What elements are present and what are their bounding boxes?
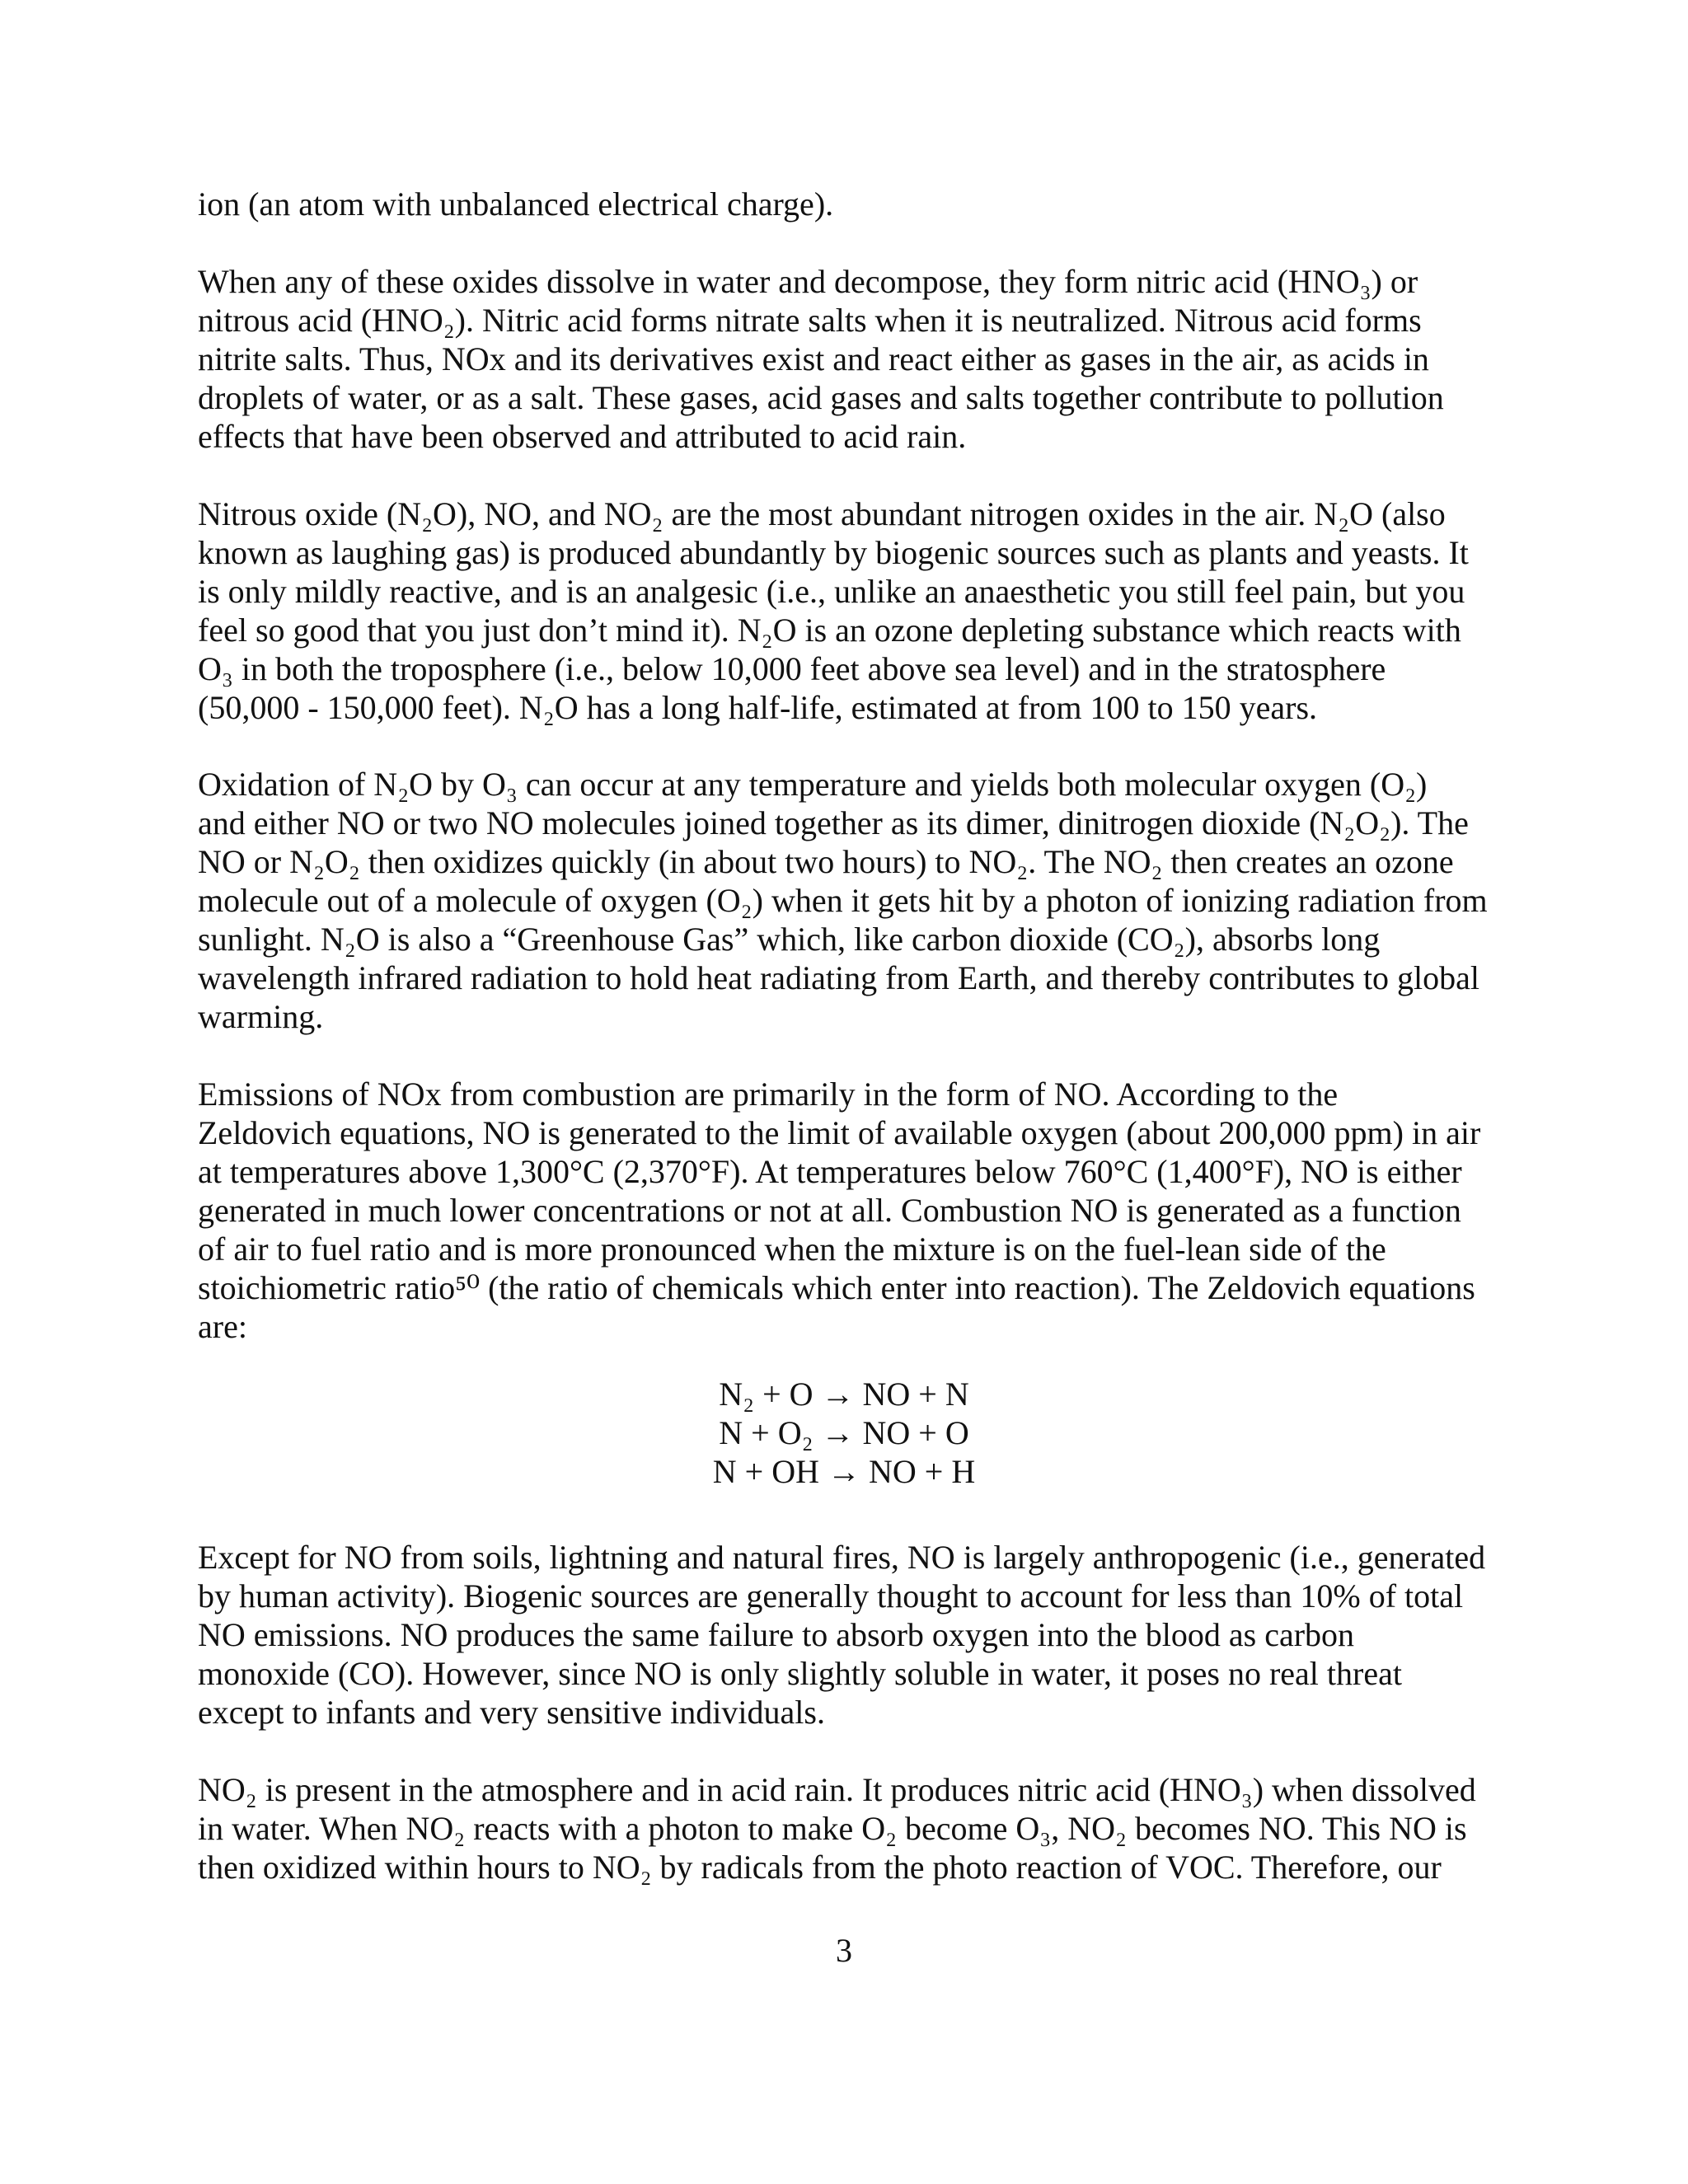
text-line: NO₂ is present in the atmosphere and in acid rain. It produces nitric acid (HNO₃) when dissolved: [198, 1771, 1476, 1808]
text-line: known as laughing gas) is produced abundantly by biogenic sources such as plants and yeasts. It: [198, 534, 1469, 571]
text-line: except to infants and very sensitive individuals.: [198, 1694, 825, 1731]
text-line: feel so good that you just don’t mind it). N₂O is an ozone depleting substance which reacts with: [198, 612, 1461, 649]
text-line: in water. When NO₂ reacts with a photon to make O₂ become O₃, NO₂ becomes NO. This NO is: [198, 1810, 1467, 1847]
text-line: generated in much lower concentrations or not at all. Combustion NO is generated as a function: [198, 1192, 1461, 1229]
paragraph-nitric-acid: [198, 262, 1500, 456]
text-line: effects that have been observed and attributed to acid rain.: [198, 418, 967, 455]
text-line: then oxidized within hours to NO₂ by radicals from the photo reaction of VOC. Therefore, our: [198, 1849, 1442, 1886]
text-line: molecule out of a molecule of oxygen (O₂) when it gets hit by a photon of ionizing radiation from: [198, 882, 1488, 919]
equation-line: N₂ + O → NO + N: [719, 1376, 969, 1413]
zeldovich-equations: [0, 1375, 1688, 1491]
text-line: Nitrous oxide (N₂O), NO, and NO₂ are the most abundant nitrogen oxides in the air. N₂O (also: [198, 495, 1446, 532]
text-line: monoxide (CO). However, since NO is only slightly soluble in water, it poses no real threat: [198, 1655, 1402, 1692]
text-line: When any of these oxides dissolve in water and decompose, they form nitric acid (HNO₃) or: [198, 263, 1418, 300]
text-line: wavelength infrared radiation to hold heat radiating from Earth, and thereby contributes to global: [198, 959, 1480, 996]
paragraph-no2: [198, 1770, 1500, 1886]
paragraph-anthropogenic: [198, 1538, 1500, 1732]
paragraph-nitrous-oxide: [198, 494, 1500, 727]
paragraph-emissions: [198, 1075, 1500, 1346]
text-line: Except for NO from soils, lightning and natural fires, NO is largely anthropogenic (i.e., generated: [198, 1539, 1486, 1576]
text-line: ion (an atom with unbalanced electrical charge).: [198, 185, 834, 223]
text-line: NO emissions. NO produces the same failure to absorb oxygen into the blood as carbon: [198, 1616, 1355, 1653]
text-line: nitrite salts. Thus, NOx and its derivatives exist and react either as gases in the air, as acids in: [198, 340, 1429, 377]
text-line: Zeldovich equations, NO is generated to the limit of available oxygen (about 200,000 ppm) in air: [198, 1114, 1481, 1151]
text-line: at temperatures above 1,300°C (2,370°F). At temperatures below 760°C (1,400°F), NO is either: [198, 1153, 1462, 1190]
page-number: 3: [836, 1932, 852, 1969]
text-line: warming.: [198, 998, 324, 1035]
text-line: droplets of water, or as a salt. These gases, acid gases and salts together contribute to pollution: [198, 379, 1444, 416]
paragraph-oxidation: [198, 765, 1500, 1036]
text-line: Oxidation of N₂O by O₃ can occur at any temperature and yields both molecular oxygen (O₂): [198, 766, 1428, 803]
text-line: by human activity). Biogenic sources are generally thought to account for less than 10% of total: [198, 1577, 1464, 1615]
text-line: are:: [198, 1308, 247, 1345]
equation-line: N + OH → NO + H: [712, 1453, 976, 1490]
text-line: stoichiometric ratio⁵⁰ (the ratio of chemicals which enter into reaction). The Zeldovich equations: [198, 1269, 1475, 1306]
equation-line: N + O₂ → NO + O: [719, 1414, 969, 1451]
text-line: is only mildly reactive, and is an analgesic (i.e., unlike an anaesthetic you still feel pain, but you: [198, 573, 1465, 610]
text-line: sunlight. N₂O is also a “Greenhouse Gas” which, like carbon dioxide (CO₂), absorbs long: [198, 921, 1381, 958]
text-line: of air to fuel ratio and is more pronounced when the mixture is on the fuel-lean side of the: [198, 1230, 1386, 1268]
text-line: NO or N₂O₂ then oxidizes quickly (in about two hours) to NO₂. The NO₂ then creates an ozone: [198, 843, 1454, 880]
text-line: O₃ in both the troposphere (i.e., below 10,000 feet above sea level) and in the stratosphere: [198, 650, 1386, 687]
text-line: (50,000 - 150,000 feet). N₂O has a long half-life, estimated at from 100 to 150 years.: [198, 689, 1318, 726]
paragraph-ion-definition: [198, 185, 1500, 223]
text-line: and either NO or two NO molecules joined together as its dimer, dinitrogen dioxide (N₂O₂). The: [198, 804, 1469, 841]
text-line: Emissions of NOx from combustion are primarily in the form of NO. According to the: [198, 1076, 1339, 1113]
text-line: nitrous acid (HNO₂). Nitric acid forms nitrate salts when it is neutralized. Nitrous acid forms: [198, 302, 1422, 339]
